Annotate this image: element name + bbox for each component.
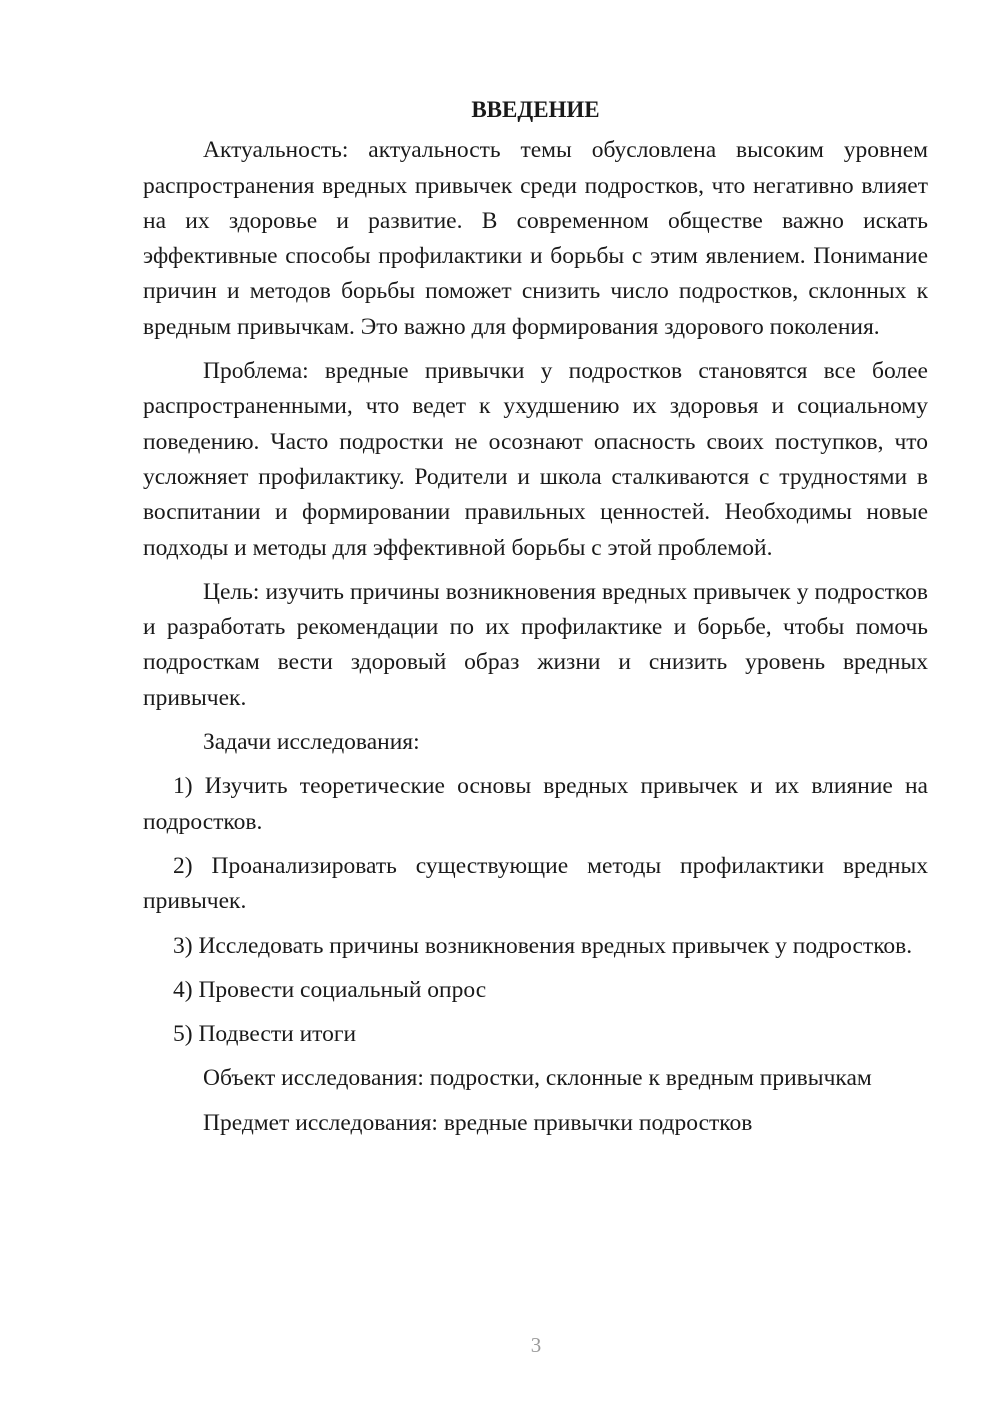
task-item-4: 4) Провести социальный опрос (173, 976, 487, 1003)
page-content (143, 92, 928, 1150)
page-number: 3 (530, 1333, 542, 1357)
research-subject: Предмет исследования: вредные привычки подростков (203, 1109, 753, 1136)
paragraph-goal: Цель: изучить причины возникновения вредных привычек у подростков и разработать рекомендации по их профилактике и борьбе, чтобы помочь подросткам вести здоровый образ жизни и снизить уровень вредных привычек. (143, 578, 928, 711)
paragraph-problem: Проблема: вредные привычки у подростков становятся все более распространенными, что ведет к ухудшению их здоровья и социальному поведению. Часто подростки не осознают опасность своих поступков, что усложняет профилактику. Родители и школа сталкиваются с трудностями в воспитании и формировании правильных ценностей. Необходимы новые подходы и методы для эффективной борьбы с этой проблемой. (143, 358, 928, 561)
tasks-heading: Задачи исследования: (203, 729, 420, 756)
task-item-5: 5) Подвести итоги (173, 1021, 357, 1048)
task-item-2: 2) Проанализировать существующие методы профилактики вредных привычек. (143, 852, 928, 915)
task-item-3: 3) Исследовать причины возникновения вредных привычек у подростков. (173, 932, 913, 959)
research-object: Объект исследования: подростки, склонные к вредным привычкам (203, 1065, 872, 1092)
task-item-1: 1) Изучить теоретические основы вредных привычек и их влияние на подростков. (143, 773, 928, 835)
page-title: ВВЕДЕНИЕ (471, 97, 600, 122)
paragraph-relevance: Актуальность: актуальность темы обусловлена высоким уровнем распространения вредных привычек среди подростков, что негативно влияет на их здоровье и развитие. В современном обществе важно искать эффективные способы профилактики и борьбы с этим явлением. Понимание причин и методов борьбы поможет снизить число подростков, склонных к вредным привычкам. Это важно для формирования здорового поколения. (143, 137, 928, 340)
